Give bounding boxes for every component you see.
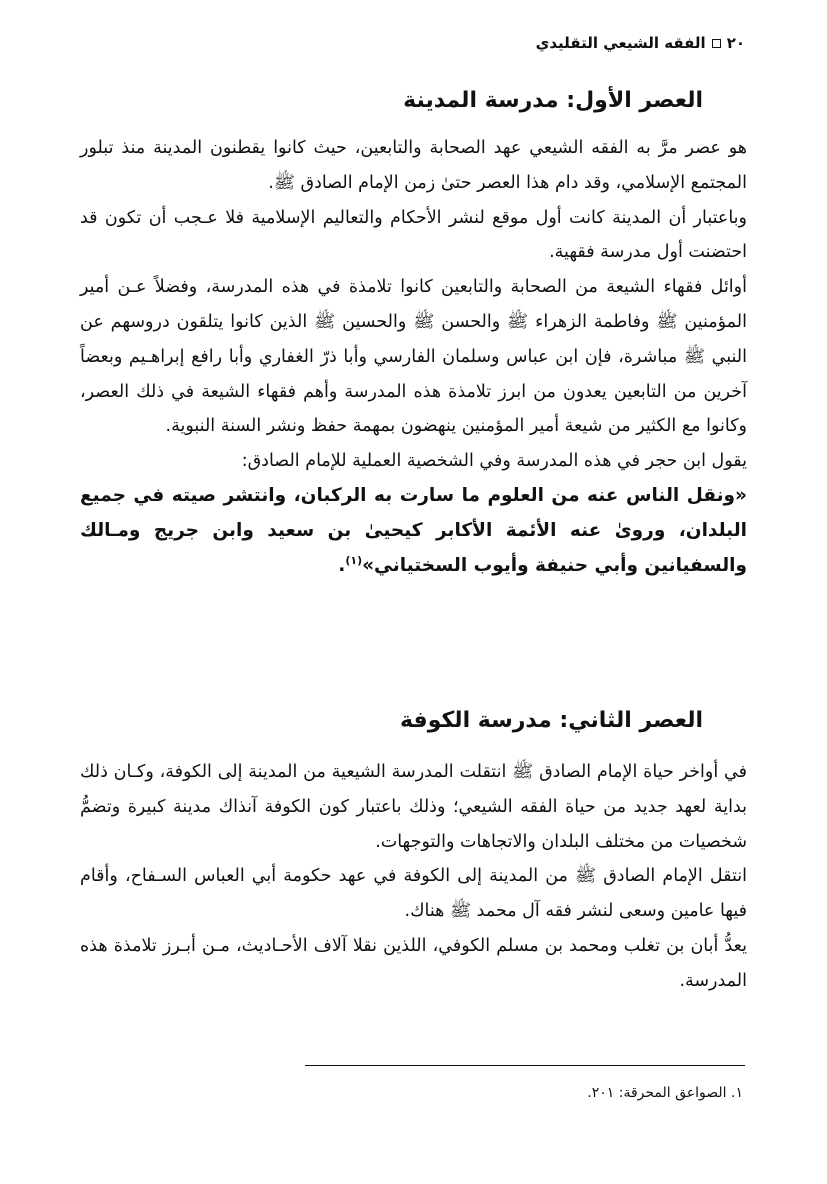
page-number: ٢٠ [726,34,745,52]
book-title: الفقه الشيعي التقليدي [535,34,706,52]
paragraph: هو عصر مرَّ به الفقه الشيعي عهد الصحابة والتابعين، حيث كانوا يقطنون المدينة منذ تبلور المجتمع الإسلامي، وقد دام هذا العصر حتىٰ زمن الإمام الصادق ﷺ. [80,138,747,193]
running-header [82,30,745,56]
section-heading-madina: العصر الأول: مدرسة المدينة [403,88,703,113]
paragraph: يقول ابن حجر في هذه المدرسة وفي الشخصية العملية للإمام الصادق: [241,451,747,472]
paragraph: يعدُّ أبان بن تغلب ومحمد بن مسلم الكوفي، اللذين نقلا آلاف الأحـاديث، مـن أبـرز تلامذة هذه المدرسة. [80,935,747,991]
section-body-madina [80,131,747,583]
section-body-kufa [80,755,747,999]
square-separator-icon [712,39,721,48]
quote-text: «ونقل الناس عنه من العلوم ما سارت به الركبان، وانتشر صيته في جميع البلدان، وروىٰ عنه الأئمة الأكابر كيحيىٰ بن سعيد وابن جريج ومـالك والسفيانين وأبي حنيفة وأيوب السختياني» [80,484,747,576]
paragraph: وباعتبار أن المدينة كانت أول موقع لنشر الأحكام والتعاليم الإسلامية فلا عـجب أن تكون قد احتضنت أول مدرسة فقهية. [80,207,747,263]
section-heading-kufa: العصر الثاني: مدرسة الكوفة [399,708,703,733]
paragraph: انتقل الإمام الصادق ﷺ من المدينة إلى الكوفة في عهد حكومة أبي العباس السـفاح، وأقام فيها عامين وسعى لنشر فقه آل محمد ﷺ هناك. [80,866,747,922]
footnote-divider [305,1065,745,1066]
paragraph: في أواخر حياة الإمام الصادق ﷺ انتقلت المدرسة الشيعية من المدينة إلى الكوفة، وكـان ذلك بداية لعهد جديد من حياة الفقه الشيعي؛ وذلك باعتبار كون الكوفة آنذاك مدينة كبيرة وتضمُّ شخصيات من مختلف البلدان والاتجاهات والتوجهات. [80,762,747,852]
footnote-reference: (١) [345,553,363,567]
footnote: ١. الصواعق المحرقة: ٢٠١. [587,1085,743,1101]
quote-block: «ونقل الناس عنه من العلوم ما سارت به الركبان، وانتشر صيته في جميع البلدان، وروىٰ عنه الأئمة الأكابر كيحيىٰ بن سعيد وابن جريج ومـالك والسفيانين وأبي حنيفة وأيوب السختياني»$^{(١)}$. [80,484,747,576]
paragraph: أوائل فقهاء الشيعة من الصحابة والتابعين كانوا تلامذة في هذه المدرسة، وفضلاً عـن أمير المؤمنين ﷺ وفاطمة الزهراء ﷺ والحسن ﷺ والحسين ﷺ الذين كانوا يتلقون دروسهم عن النبي ﷺ مباشرة، فإن ابن عباس وسلمان الفارسي وأبا ذرّ الغفاري وأبا رافع إبراهـيم وبعضاً آخرين من التابعين يعدون من ابرز تلامذة هذه المدرسة وأهم فقهاء الشيعة في ذلك العصر، وكانوا مع الكثير من شيعة أمير المؤمنين ينهضون بمهمة حفظ ونشر السنة النبوية. [80,277,747,437]
